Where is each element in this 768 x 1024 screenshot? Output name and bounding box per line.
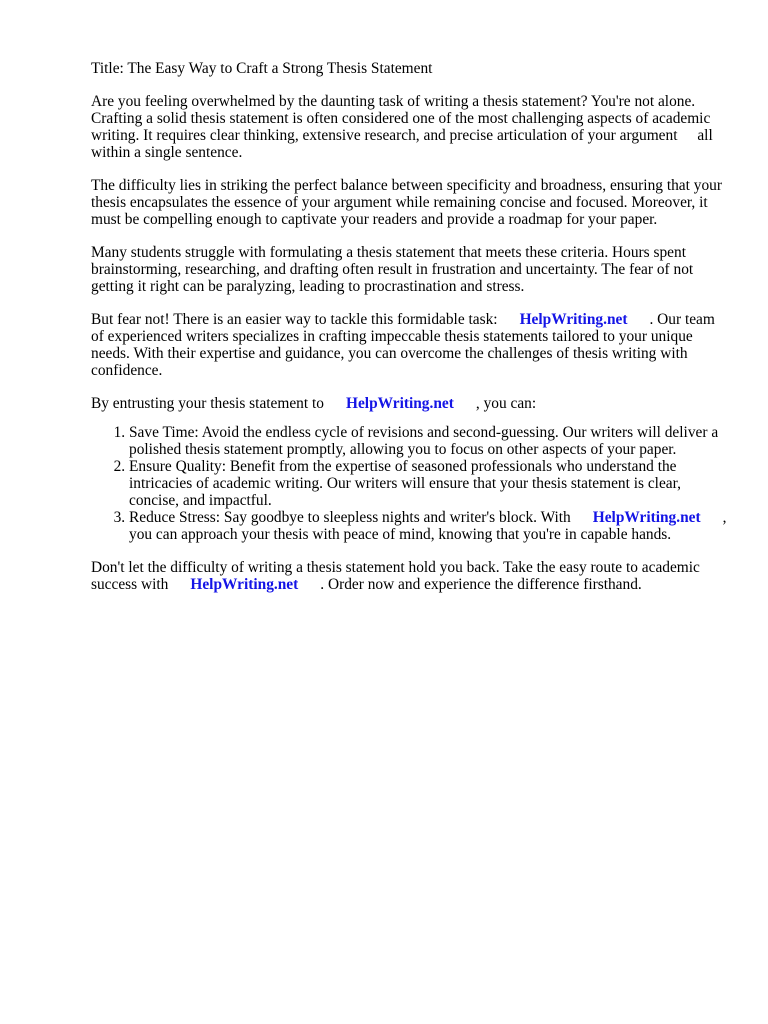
intro-text-part2: all within a single sentence. xyxy=(91,127,713,161)
list-item-text-after: , you can approach your thesis with peace of mind, knowing that you're in capable hands. xyxy=(129,509,727,543)
list-item-text-before: Reduce Stress: Say goodbye to sleepless nights and writer's block. With xyxy=(129,509,571,526)
entrust-text-after: , you can: xyxy=(475,395,537,412)
helpwriting-link[interactable]: HelpWriting.net xyxy=(592,509,701,526)
list-item xyxy=(129,509,731,543)
helpwriting-link[interactable]: HelpWriting.net xyxy=(345,395,454,412)
intro-text-part1: Are you feeling overwhelmed by the daunting task of writing a thesis statement? You're not alone. Crafting a solid thesis statement is often considered one of the most challenging aspects of academic writing. It requires clear thinking, extensive research, and precise articulation of your argument xyxy=(91,93,711,144)
solution-text-before: But fear not! There is an easier way to tackle this formidable task: xyxy=(91,311,498,328)
list-item: 1. Save Time: Avoid the endless cycle of revisions and second-guessing. Our writers will deliver a polished thesis statement promptly, allowing you to focus on other aspects of your paper. xyxy=(129,424,731,458)
document-title: Title: The Easy Way to Craft a Strong Thesis Statement xyxy=(91,60,433,77)
solution-paragraph xyxy=(91,311,731,379)
list-item: 2. Ensure Quality: Benefit from the expertise of seasoned professionals who understand the intricacies of academic writing. Our writers will ensure that your thesis statement is clear, concise, and impactful. xyxy=(129,458,731,509)
solution-text-after: . Our team of experienced writers specializes in crafting impeccable thesis statements tailored to your unique needs. With their expertise and guidance, you can overcome the challenges of thesis writing with confidence. xyxy=(91,311,715,379)
closing-text-before: Don't let the difficulty of writing a thesis statement hold you back. Take the easy route to academic success with xyxy=(91,559,700,593)
struggle-paragraph: Many students struggle with formulating a thesis statement that meets these criteria. Hours spent brainstorming, researching, and drafting often result in frustration and uncertainty. The fear of not getting it right can be paralyzing, leading to procrastination and stress. xyxy=(91,244,694,295)
entrust-text-before: By entrusting your thesis statement to xyxy=(91,395,324,412)
intro-paragraph xyxy=(91,93,731,161)
difficulty-paragraph: The difficulty lies in striking the perfect balance between specificity and broadness, ensuring that your thesis encapsulates the essence of your argument while remaining concise and focused. Moreover, it must be compelling enough to captivate your readers and provide a roadmap for your paper. xyxy=(91,177,722,228)
helpwriting-link[interactable]: HelpWriting.net xyxy=(190,576,299,593)
helpwriting-link[interactable]: HelpWriting.net xyxy=(519,311,628,328)
closing-text-after: . Order now and experience the difference firsthand. xyxy=(320,576,642,593)
benefits-list xyxy=(91,424,731,543)
entrust-paragraph xyxy=(91,395,731,412)
document-page xyxy=(91,60,731,609)
closing-paragraph xyxy=(91,559,731,593)
